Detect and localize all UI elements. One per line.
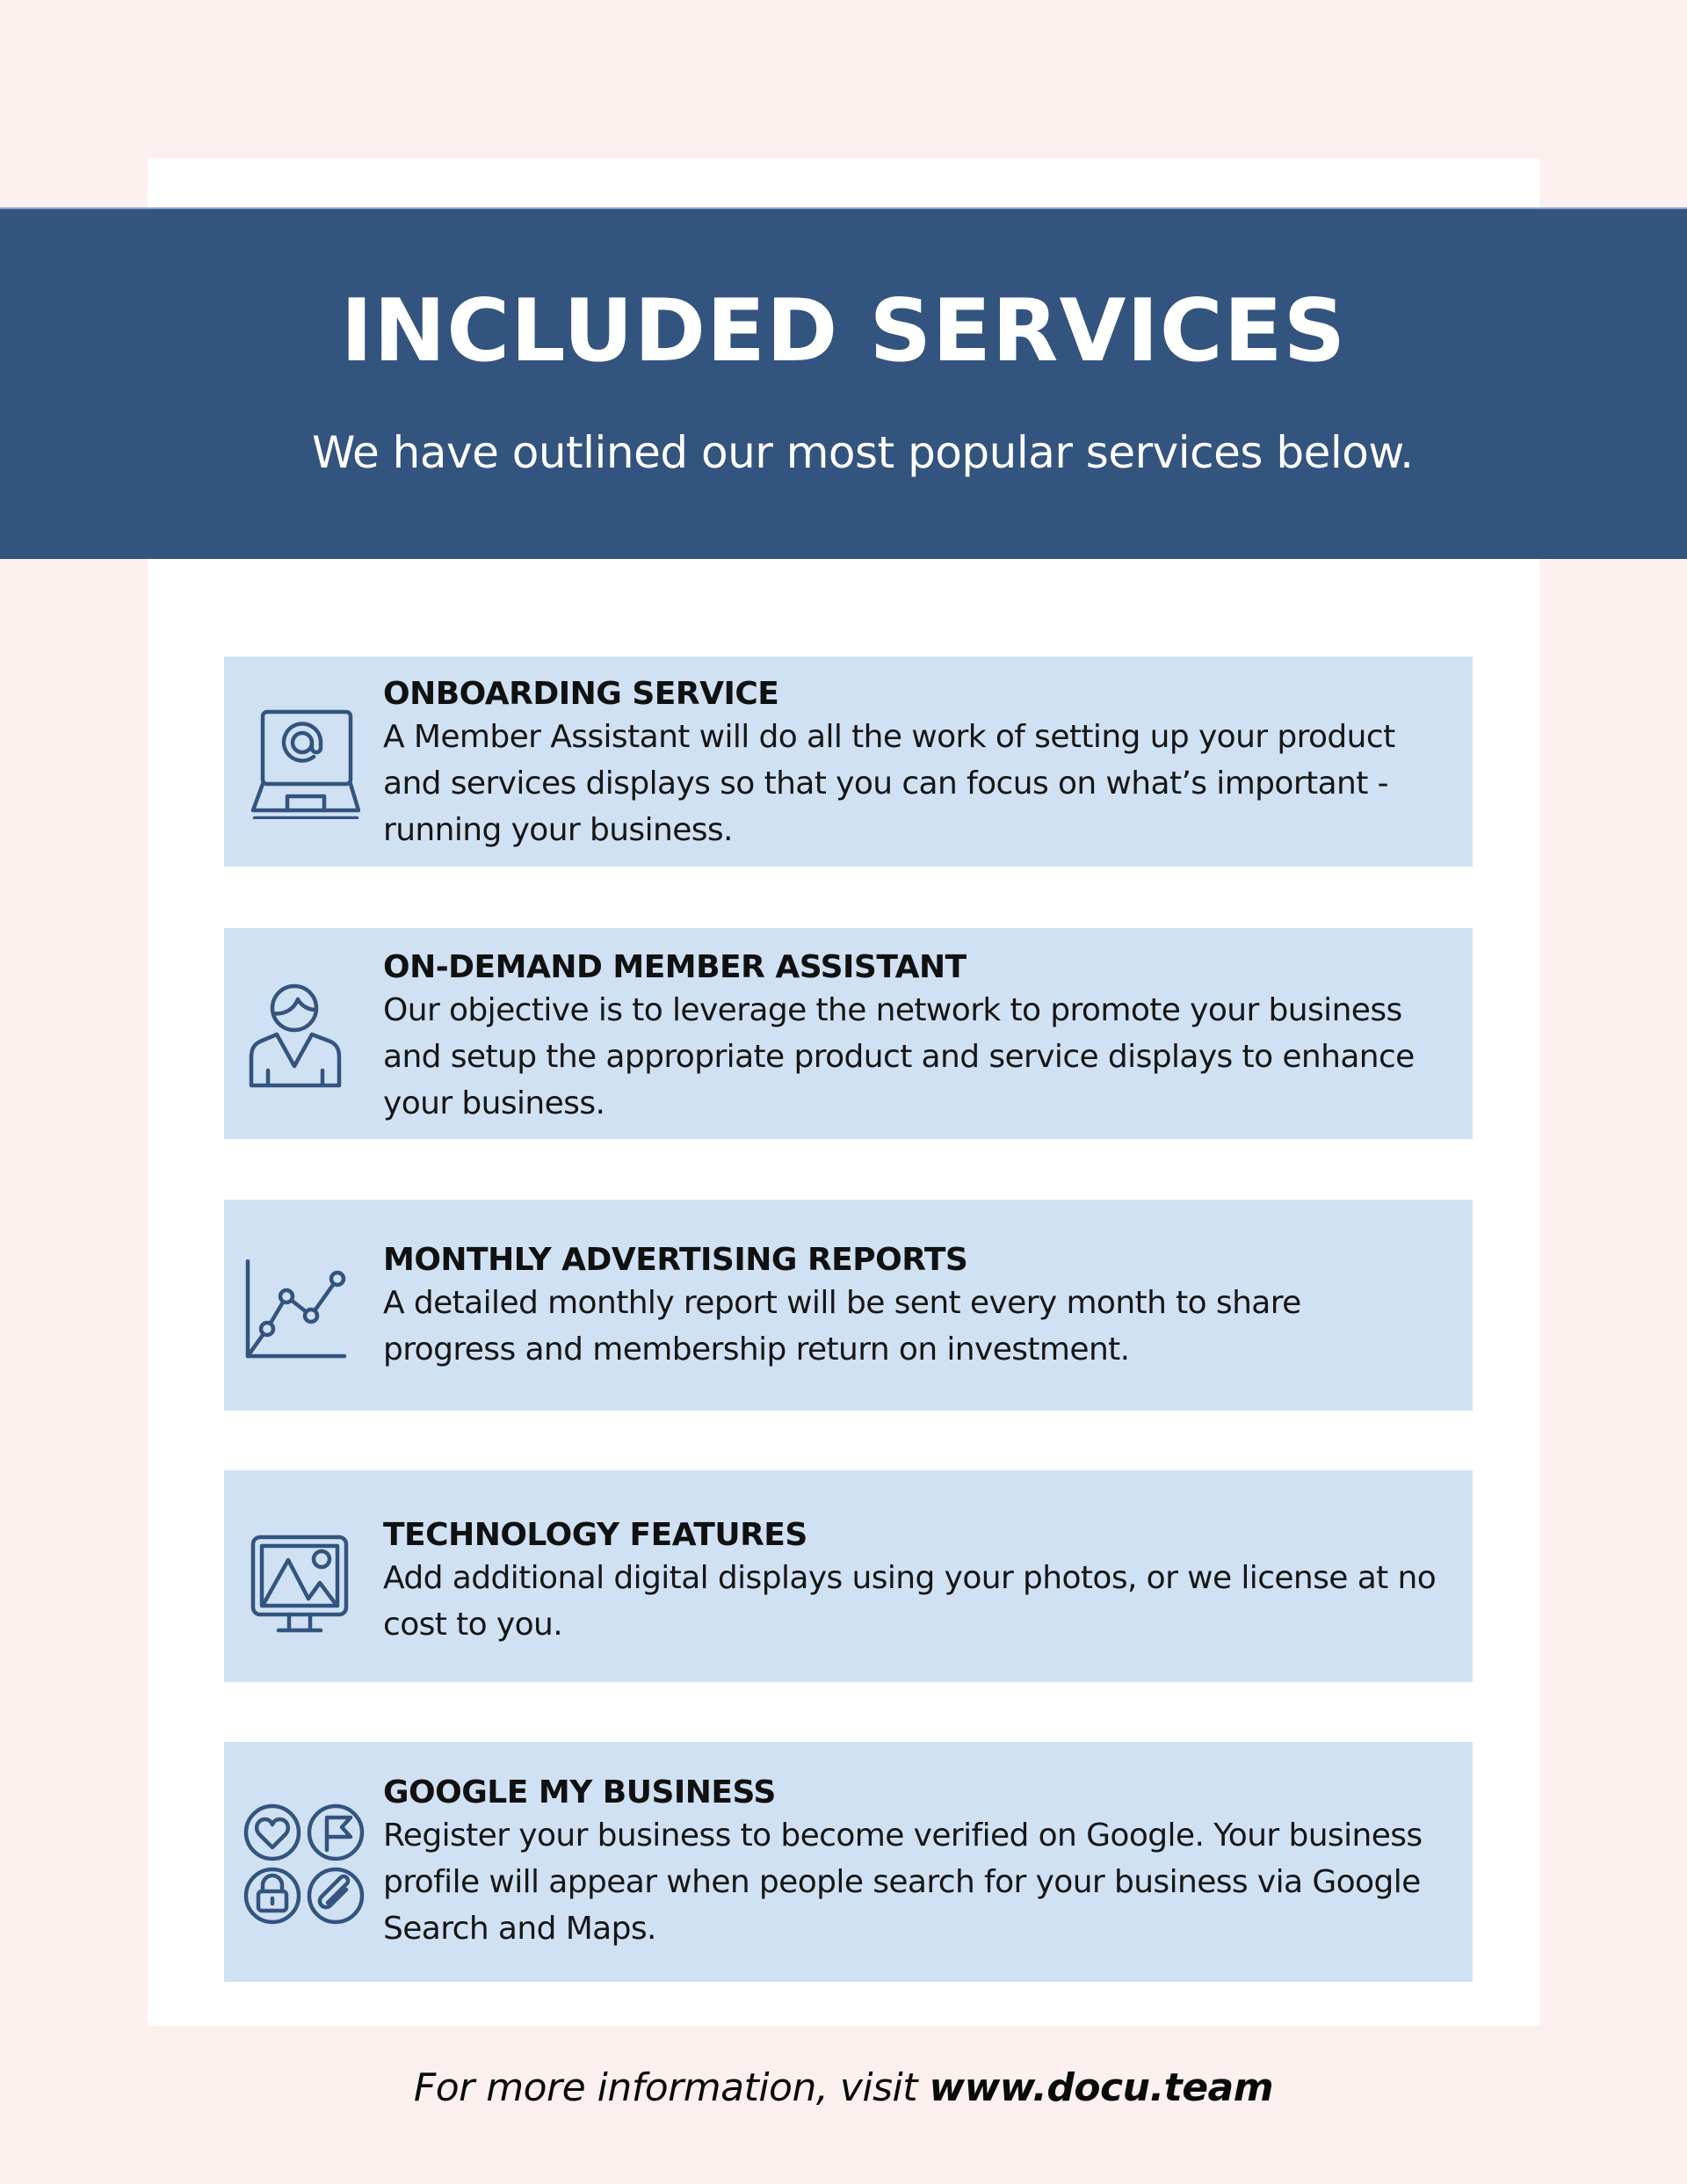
service-card-google-business (224, 1742, 1473, 1982)
laptop-at-icon (246, 705, 360, 819)
service-description: Add additional digital displays using your photos, or we license at no cost to you. (383, 1560, 1437, 1643)
service-card-member-assistant (224, 928, 1473, 1139)
service-card-technology (224, 1470, 1473, 1682)
heart-icon (246, 1806, 299, 1859)
service-card-advertising-reports (224, 1200, 1473, 1411)
lock-icon (246, 1869, 299, 1922)
service-description: A Member Assistant will do all the work of setting up your product and services displays so that you can focus on what’s important - running your business. (383, 719, 1395, 848)
page-subtitle: We have outlined our most popular services below. (312, 427, 1414, 478)
service-title: ON-DEMAND MEMBER ASSISTANT (383, 949, 967, 985)
header-banner (0, 207, 1687, 559)
service-description: A detailed monthly report will be sent every month to share progress and membership return on investment. (383, 1285, 1301, 1368)
service-card-onboarding (224, 657, 1473, 867)
footer-note (0, 2065, 1687, 2110)
service-title: ONBOARDING SERVICE (383, 676, 779, 712)
paperclip-icon (309, 1869, 362, 1922)
line-chart-icon (244, 1259, 354, 1365)
website-link[interactable]: www.docu.team (929, 2065, 1274, 2110)
service-title: TECHNOLOGY FEATURES (383, 1517, 807, 1553)
footer-text: For more information, visit (413, 2065, 930, 2110)
service-description: Register your business to become verified on Google. Your business profile will appear when people search for your business via Google Search and Maps. (383, 1818, 1423, 1947)
page-title: INCLUDED SERVICES (340, 281, 1347, 381)
business-icons-grid (243, 1803, 366, 1926)
service-title: MONTHLY ADVERTISING REPORTS (383, 1242, 968, 1278)
monitor-image-icon (250, 1534, 351, 1635)
person-icon (246, 983, 351, 1089)
service-description: Our objective is to leverage the network to promote your business and setup the appropriate product and service displays to enhance your business. (383, 992, 1415, 1121)
service-title: GOOGLE MY BUSINESS (383, 1774, 776, 1810)
flag-icon (309, 1806, 362, 1859)
